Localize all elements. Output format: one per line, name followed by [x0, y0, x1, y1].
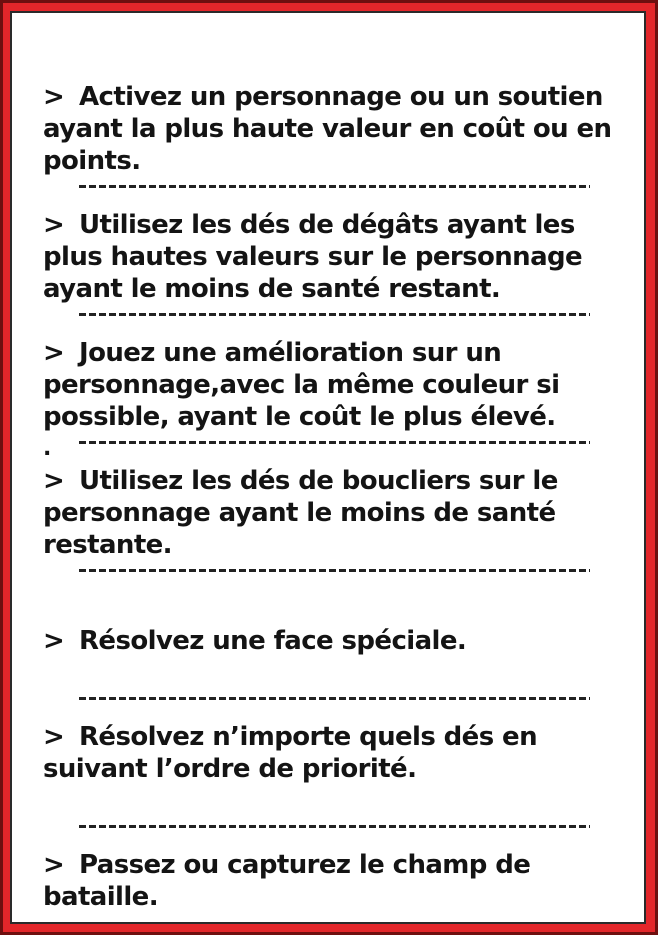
bullet-marker: > [43, 466, 65, 496]
item-text: Jouez une amélioration sur un personnage,avec la même couleur si possible, ayant le coût le plus élevé. [43, 338, 560, 432]
dashed-separator [43, 689, 623, 721]
item-text: Utilisez les dés de dégâts ayant les plus hautes valeurs sur le personnage ayant le moins de santé restant. [43, 210, 583, 304]
dash-line [79, 441, 590, 444]
dashed-separator [43, 561, 623, 593]
dash-line [79, 569, 590, 572]
bullet-marker: > [43, 850, 65, 880]
dash-line [79, 825, 590, 828]
dash-line [79, 313, 590, 316]
dashed-separator [43, 433, 623, 465]
dashed-separator [43, 177, 623, 209]
list-item-activate [43, 81, 623, 177]
item-text: Résolvez une face spéciale. [79, 626, 467, 656]
priority-list [43, 81, 623, 913]
list-item-shield-dice [43, 465, 623, 561]
bullet-marker: > [43, 338, 65, 368]
dash-line [79, 185, 590, 188]
list-item-damage-dice [43, 209, 623, 305]
item-text: Résolvez n’importe quels dés en suivant l’ordre de priorité. [43, 722, 537, 784]
list-item-upgrade [43, 337, 623, 433]
item-text: Activez un personnage ou un soutien ayant la plus haute valeur en coût ou en points. [43, 82, 612, 176]
dash-line [79, 697, 590, 700]
bullet-marker: > [43, 626, 65, 656]
item-text: Passez ou capturez le champ de bataille. [43, 850, 531, 912]
bullet-marker: > [43, 82, 65, 112]
bullet-marker: > [43, 722, 65, 752]
dashed-separator [43, 305, 623, 337]
stray-dot: . [43, 436, 51, 461]
list-item-special-face [43, 625, 623, 657]
list-item-resolve-dice [43, 721, 623, 785]
list-item-pass-or-capture [43, 849, 623, 913]
dashed-separator [43, 817, 623, 849]
item-text: Utilisez les dés de boucliers sur le personnage ayant le moins de santé restante. [43, 466, 558, 560]
bullet-marker: > [43, 210, 65, 240]
